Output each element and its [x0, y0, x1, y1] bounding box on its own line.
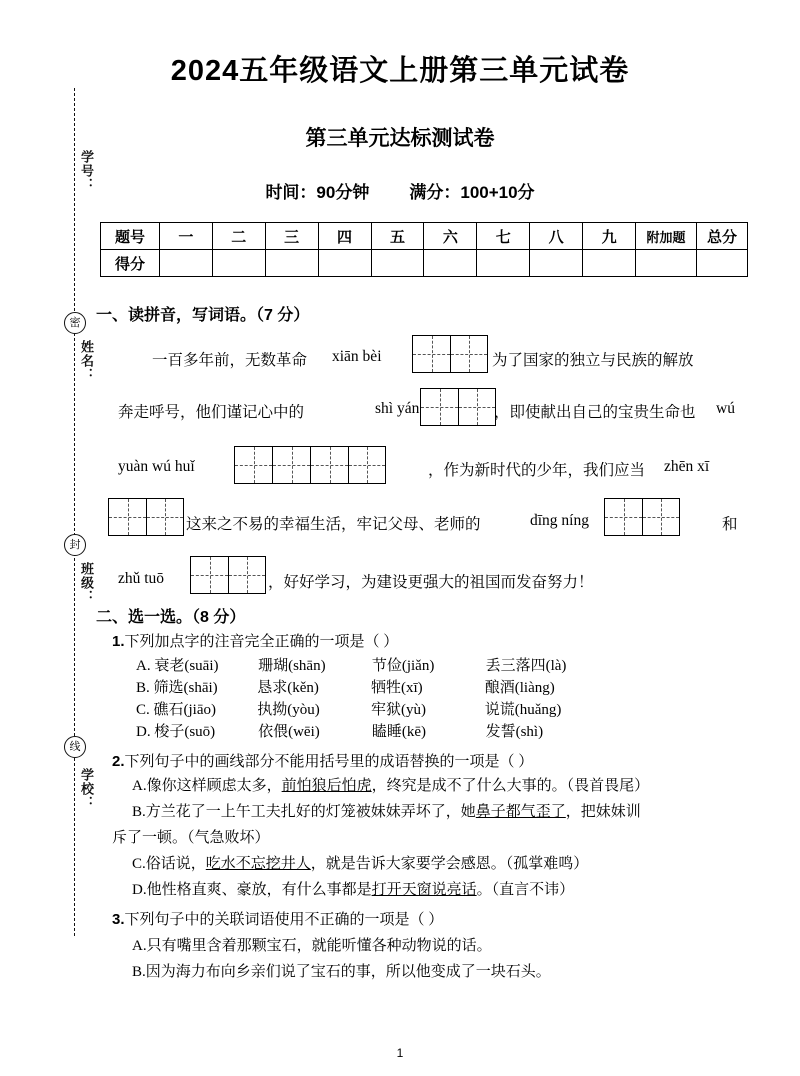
question-1-option-c[interactable]: [136, 698, 561, 719]
option-b-item-4: 酿酒(liàng): [484, 680, 555, 696]
write-box[interactable]: [272, 446, 310, 484]
option-b-text: 因为海力布向乡亲们说了宝石的事，所以他变成了一块石头。: [145, 964, 551, 980]
section-one-line5-pinyin: zhǔ tuō: [118, 570, 165, 587]
score-table-header-4: 四: [318, 223, 371, 250]
exam-time: 时间：90分钟: [265, 183, 370, 202]
option-d-underlined-phrase: 打开天窗说亮话: [371, 882, 477, 898]
question-1-text: 下列加点字的注音完全正确的一项是（ ）: [124, 634, 399, 650]
write-box[interactable]: [310, 446, 348, 484]
write-box[interactable]: [450, 335, 488, 373]
write-box[interactable]: [458, 388, 496, 426]
question-1-stem: [112, 630, 398, 651]
question-3-number: 3.: [112, 911, 125, 928]
option-b-item-2: 恳求(kěn): [257, 680, 319, 696]
score-cell-7[interactable]: [477, 250, 530, 277]
score-table: [100, 222, 748, 277]
score-table-header-9: 九: [583, 223, 636, 250]
spine-label-class: 班级：: [79, 562, 94, 604]
score-table-header-6: 六: [424, 223, 477, 250]
score-cell-1[interactable]: [159, 250, 212, 277]
score-table-header-0: 题号: [101, 223, 160, 250]
option-label-a: A.: [132, 778, 147, 794]
question-1-number: 1.: [112, 633, 125, 650]
question-2-option-d[interactable]: [132, 878, 574, 899]
section-one-line2-text-a: 奔走呼号，他们谨记心中的: [118, 404, 305, 421]
option-b-text-post: ，把妹妹训: [565, 804, 641, 820]
exam-total-score: 满分：100+10分: [409, 183, 535, 202]
option-label-d: D.: [132, 882, 147, 898]
option-label-a: A.: [132, 938, 147, 954]
write-box[interactable]: [412, 335, 450, 373]
score-cell-3[interactable]: [265, 250, 318, 277]
score-table-row-label: 得分: [101, 250, 160, 277]
option-label-b: B.: [136, 680, 150, 696]
question-3-option-b[interactable]: [132, 960, 551, 981]
score-table-header-5: 五: [371, 223, 424, 250]
option-a-text: 只有嘴里含着那颗宝石，就能听懂各种动物说的话。: [146, 938, 492, 954]
spine-label-school: 学校：: [79, 768, 94, 810]
option-b-underlined-phrase: 鼻子都气歪了: [475, 804, 566, 820]
option-b-item-3: 牺牲(xī): [371, 680, 423, 696]
option-a-text-post: ，终究是成不了什么大事的。（畏首畏尾）: [371, 778, 650, 794]
option-a-item-3: 节俭(jiǎn): [371, 658, 435, 674]
section-one-line1-text-b: 为了国家的独立与民族的解放: [492, 352, 694, 369]
write-box[interactable]: [228, 556, 266, 594]
answer-boxes-2[interactable]: [420, 388, 496, 426]
exam-meta: [0, 178, 800, 203]
write-box[interactable]: [348, 446, 386, 484]
question-1-option-d[interactable]: [136, 720, 543, 741]
option-d-text-post: 。（直言不讳）: [476, 882, 575, 898]
answer-boxes-1[interactable]: [412, 335, 488, 373]
write-box[interactable]: [604, 498, 642, 536]
section-one-line3-pinyin2: zhēn xī: [664, 458, 710, 475]
spine-label-student-id: 学号：: [79, 150, 94, 192]
section-two-heading: 二、选一选。（8 分）: [96, 609, 246, 626]
answer-boxes-4[interactable]: [108, 498, 184, 536]
section-one-line3-pinyin: yuàn wú huǐ: [118, 458, 195, 475]
write-box[interactable]: [146, 498, 184, 536]
question-1-option-b[interactable]: [136, 676, 555, 697]
option-d-text-pre: 他性格直爽、豪放，有什么事都是: [146, 882, 372, 898]
section-one-line3-text-b: ，作为新时代的少年，我们应当: [428, 462, 646, 479]
score-table-header-3: 三: [265, 223, 318, 250]
question-2-option-c[interactable]: [132, 852, 588, 873]
page-number: 1: [396, 1046, 404, 1060]
option-d-item-2: 依偎(wēi): [258, 724, 320, 740]
score-cell-8[interactable]: [530, 250, 583, 277]
section-one-line2-pinyin2: wú: [716, 400, 735, 417]
option-a-item-1: 衰老(suāi): [154, 658, 219, 674]
score-cell-extra[interactable]: [636, 250, 697, 277]
page-subtitle: 第三单元达标测试卷: [305, 127, 495, 150]
option-label-a: A.: [136, 658, 151, 674]
score-cell-5[interactable]: [371, 250, 424, 277]
option-d-item-1: 梭子(suō): [154, 724, 216, 740]
table-row-scores: [101, 250, 748, 277]
score-cell-9[interactable]: [583, 250, 636, 277]
score-cell-2[interactable]: [212, 250, 265, 277]
seal-mark-1: 密: [64, 312, 86, 334]
option-label-b: B.: [132, 804, 146, 820]
score-table-header-2: 二: [212, 223, 265, 250]
score-table-header-8: 八: [530, 223, 583, 250]
option-b-text-cont: 斥了一顿。（气急败坏）: [112, 830, 270, 846]
spine-label-name: 姓名：: [79, 340, 94, 382]
question-3-option-a[interactable]: [132, 934, 492, 955]
score-table-header-7: 七: [477, 223, 530, 250]
section-one-line2-text-b: ，即使献出自己的宝贵生命也: [494, 404, 696, 421]
question-2-option-b-cont: [112, 826, 270, 847]
section-one-line5-text-b: ，好好学习，为建设更强大的祖国而发奋努力！: [268, 574, 594, 591]
section-one-line2-pinyin: shì yán: [375, 400, 420, 417]
option-label-d: D.: [136, 724, 151, 740]
option-c-underlined-phrase: 吃水不忘挖井人: [205, 856, 311, 872]
write-box[interactable]: [234, 446, 272, 484]
question-3-stem: [112, 908, 443, 929]
option-a-text-pre: 像你这样顾虑太多，: [146, 778, 282, 794]
score-cell-4[interactable]: [318, 250, 371, 277]
score-cell-6[interactable]: [424, 250, 477, 277]
page-title: 2024五年级语文上册第三单元试卷: [170, 55, 630, 87]
section-one-line4-pinyin: dīng níng: [530, 512, 589, 529]
option-label-c: C.: [136, 702, 150, 718]
question-2-stem: [112, 750, 533, 771]
option-a-underlined-phrase: 前怕狼后怕虎: [281, 778, 372, 794]
write-box[interactable]: [420, 388, 458, 426]
write-box[interactable]: [108, 498, 146, 536]
section-one-line4-text-a: 这来之不易的幸福生活，牢记父母、老师的: [186, 516, 481, 533]
score-table-header-10: 附加题: [636, 223, 697, 250]
option-a-item-2: 珊瑚(shān): [258, 658, 326, 674]
answer-boxes-5[interactable]: [604, 498, 680, 536]
write-box[interactable]: [190, 556, 228, 594]
score-table-header-11: 总分: [696, 223, 747, 250]
option-a-item-4: 丢三落四(là): [485, 658, 567, 674]
option-c-item-2: 执拗(yòu): [257, 702, 320, 718]
seal-mark-2: 封: [64, 534, 86, 556]
option-c-text-pre: 俗话说，: [145, 856, 206, 872]
section-one-line1-text-a: 一百多年前，无数革命: [152, 352, 308, 369]
option-c-item-4: 说谎(huǎng): [484, 702, 562, 718]
seal-mark-3: 线: [64, 736, 86, 758]
option-c-item-3: 牢狱(yù): [371, 702, 427, 718]
option-d-item-3: 瞌睡(kē): [371, 724, 426, 740]
question-2-option-a[interactable]: [132, 774, 649, 795]
option-b-item-1: 筛选(shāi): [153, 680, 218, 696]
question-2-text: 下列句子中的画线部分不能用括号里的成语替换的一项是（ ）: [124, 754, 534, 770]
answer-boxes-3[interactable]: [234, 446, 386, 484]
option-b-text-pre: 方兰花了一上午工夫扎好的灯笼被妹妹弄坏了，她: [145, 804, 476, 820]
option-c-item-1: 礁石(jiāo): [153, 702, 216, 718]
write-box[interactable]: [642, 498, 680, 536]
score-table-header-1: 一: [159, 223, 212, 250]
option-d-item-4: 发誓(shì): [485, 724, 544, 740]
section-one-heading: 一、读拼音，写词语。（7 分）: [96, 307, 310, 324]
question-2-number: 2.: [112, 753, 125, 770]
question-3-text: 下列句子中的关联词语使用不正确的一项是（ ）: [124, 912, 444, 928]
answer-boxes-6[interactable]: [190, 556, 266, 594]
section-one-line1-pinyin: xiān bèi: [332, 348, 382, 365]
section-one-line4-text-b: 和: [722, 516, 738, 533]
option-label-b: B.: [132, 964, 146, 980]
score-cell-total[interactable]: [696, 250, 747, 277]
table-row-header: [101, 223, 748, 250]
option-c-text-post: ，就是告诉大家要学会感恩。（孤掌难鸣）: [310, 856, 589, 872]
question-1-option-a[interactable]: [136, 654, 566, 675]
question-2-option-b[interactable]: [132, 800, 641, 821]
option-label-c: C.: [132, 856, 146, 872]
